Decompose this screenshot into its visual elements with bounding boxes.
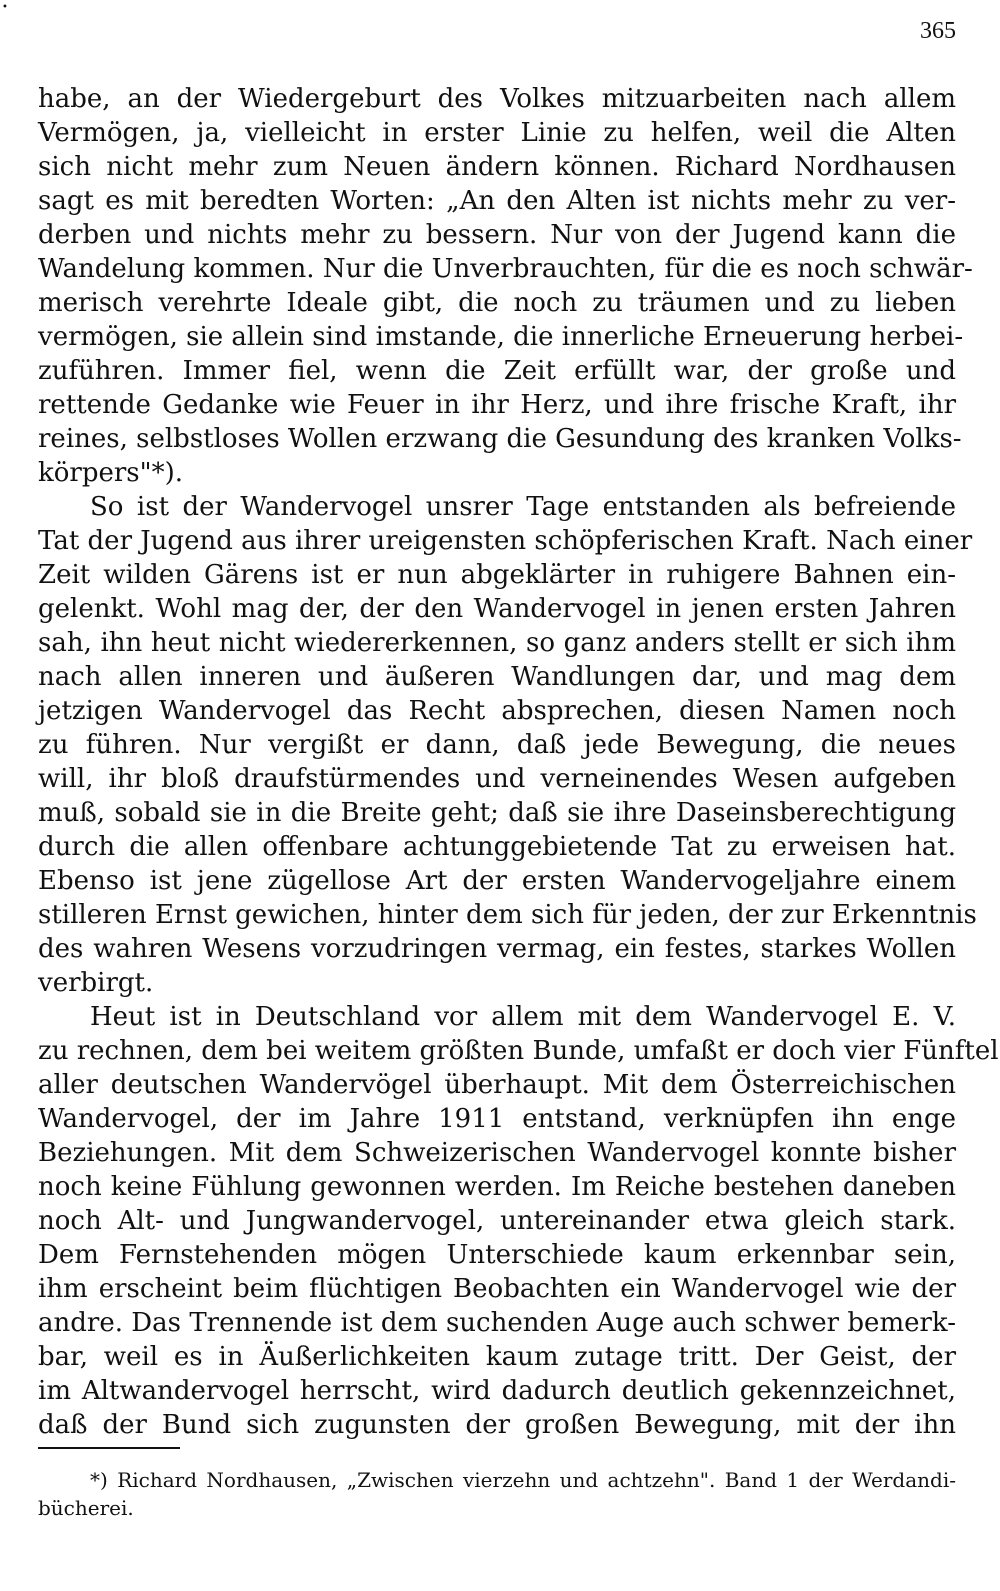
text-line: zu führen. Nur vergißt er dann, daß jede Bewegung, die neues — [38, 730, 956, 760]
text-line: So ist der Wandervogel unsrer Tage entstanden als befreiende — [90, 492, 956, 522]
text-line: rettende Gedanke wie Feuer in ihr Herz, und ihre frische Kraft, ihr — [38, 390, 956, 420]
text-line: reines, selbstloses Wollen erzwang die Gesundung des kranken Volks- — [38, 424, 962, 454]
text-line: körpers"*). — [38, 458, 184, 488]
text-line: Wandervogel, der im Jahre 1911 entstand, verknüpfen ihn enge — [38, 1104, 956, 1134]
text-line: nach allen inneren und äußeren Wandlungen dar, und mag dem — [38, 662, 956, 692]
page-number: 365 — [920, 18, 956, 44]
footnote-line: *) Richard Nordhausen, „Zwischen vierzehn und achtzehn". Band 1 der Werdandi- — [90, 1468, 956, 1492]
text-line: sagt es mit beredten Worten: „An den Alten ist nichts mehr zu ver- — [38, 186, 956, 216]
text-line: muß, sobald sie in die Breite geht; daß sie ihre Daseinsberechtigung — [38, 798, 956, 828]
text-line: Wandelung kommen. Nur die Unverbrauchten, für die es noch schwär- — [38, 254, 973, 284]
paragraph-1 — [38, 82, 973, 490]
text-line: sich nicht mehr zum Neuen ändern können. Richard Nordhausen — [38, 152, 956, 182]
text-line: gelenkt. Wohl mag der, der den Wandervogel in jenen ersten Jahren — [38, 594, 956, 624]
paragraph-2 — [38, 490, 977, 1000]
text-line: Beziehungen. Mit dem Schweizerischen Wandervogel konnte bisher — [38, 1138, 956, 1168]
text-line: merisch verehrte Ideale gibt, die noch zu träumen und zu lieben — [38, 288, 956, 318]
text-line: ihm erscheint beim flüchtigen Beobachten ein Wandervogel wie der — [38, 1274, 956, 1304]
text-line: des wahren Wesens vorzudringen vermag, ein festes, starkes Wollen — [38, 934, 956, 964]
text-line: durch die allen offenbare achtunggebietende Tat zu erweisen hat. — [38, 832, 956, 862]
text-line: jetzigen Wandervogel das Recht absprechen, diesen Namen noch — [38, 696, 956, 726]
text-line: habe, an der Wiedergeburt des Volkes mitzuarbeiten nach allem — [38, 84, 956, 114]
text-line: Zeit wilden Gärens ist er nun abgeklärter in ruhigere Bahnen ein- — [38, 560, 956, 590]
footnote — [38, 1466, 956, 1522]
text-line: sah, ihn heut nicht wiedererkennen, so ganz anders stellt er sich ihm — [38, 628, 956, 658]
footnote-line: bücherei. — [38, 1496, 134, 1520]
paragraph-3 — [38, 1000, 999, 1442]
text-line: zuführen. Immer fiel, wenn die Zeit erfüllt war, der große und — [38, 356, 956, 386]
text-line: Dem Fernstehenden mögen Unterschiede kaum erkennbar sein, — [38, 1240, 956, 1270]
text-line: daß der Bund sich zugunsten der großen Bewegung, mit der ihn — [38, 1410, 956, 1440]
text-line: noch Alt- und Jungwandervogel, untereinander etwa gleich stark. — [38, 1206, 956, 1236]
edge-mark: • — [2, 2, 8, 13]
body-text — [38, 82, 999, 1442]
text-line: verbirgt. — [38, 968, 154, 998]
text-line: Vermögen, ja, vielleicht in erster Linie zu helfen, weil die Alten — [38, 118, 956, 148]
text-line: Heut ist in Deutschland vor allem mit dem Wandervogel E. V. — [90, 1002, 956, 1032]
text-line: derben und nichts mehr zu bessern. Nur von der Jugend kann die — [38, 220, 956, 250]
text-line: noch keine Fühlung gewonnen werden. Im Reiche bestehen daneben — [38, 1172, 956, 1202]
text-line: bar, weil es in Äußerlichkeiten kaum zutage tritt. Der Geist, der — [38, 1342, 956, 1372]
text-line: andre. Das Trennende ist dem suchenden Auge auch schwer bemerk- — [38, 1308, 956, 1338]
text-line: aller deutschen Wandervögel überhaupt. Mit dem Österreichischen — [38, 1070, 956, 1100]
text-line: stilleren Ernst gewichen, hinter dem sich für jeden, der zur Erkenntnis — [38, 900, 977, 930]
text-line: Ebenso ist jene zügellose Art der ersten Wandervogeljahre einem — [38, 866, 956, 896]
text-line: will, ihr bloß draufstürmendes und verneinendes Wesen aufgeben — [38, 764, 956, 794]
text-line: vermögen, sie allein sind imstande, die innerliche Erneuerung herbei- — [38, 322, 964, 352]
text-line: zu rechnen, dem bei weitem größten Bunde, umfaßt er doch vier Fünftel — [38, 1036, 999, 1066]
text-line: Tat der Jugend aus ihrer ureigensten schöpferischen Kraft. Nach einer — [38, 526, 973, 556]
text-line: im Altwandervogel herrscht, wird dadurch deutlich gekennzeichnet, — [38, 1376, 956, 1406]
footnote-divider — [38, 1447, 180, 1449]
